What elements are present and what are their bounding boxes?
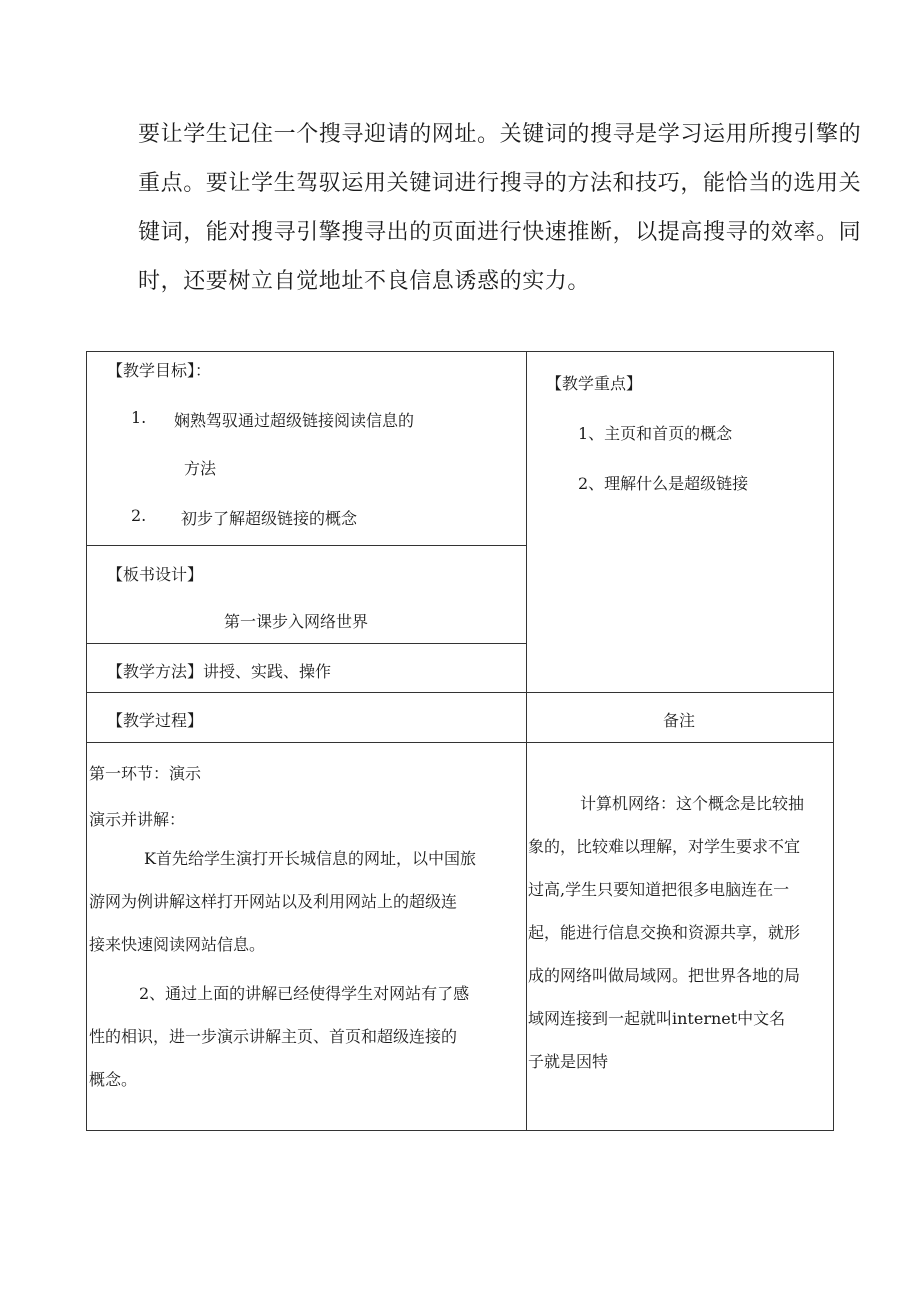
notes-line: 象的，比较难以理解，对学生要求不宜 — [528, 837, 801, 856]
process-line: 概念。 — [89, 1070, 138, 1089]
intro-line: 要让学生记住一个搜寻迎请的网址。关键词的搜寻是学习运用所搜引擎的 — [138, 122, 862, 147]
objectives-item1-number: 1. — [131, 408, 147, 427]
notes-heading-cell — [526, 692, 834, 743]
intro-paragraph — [138, 110, 862, 306]
notes-line: 计算机网络：这个概念是比较抽 — [580, 794, 805, 813]
notes-line: 起，能进行信息交换和资源共享，就形 — [528, 923, 801, 942]
board-design-content: 第一课步入网络世界 — [224, 612, 369, 631]
process-content-cell — [86, 742, 527, 1131]
objectives-item2-number: 2. — [131, 506, 147, 525]
teaching-method-text: 【教学方法】讲授、实践、操作 — [107, 662, 332, 681]
notes-paragraph — [528, 782, 804, 1083]
process-line: 游网为例讲解这样打开网站以及利用网站上的超级连 — [89, 892, 458, 911]
objectives-item1-text: 娴熟驾驭通过超级链接阅读信息的 — [174, 411, 415, 430]
notes-line: 子就是因特 — [528, 1052, 609, 1071]
process-heading: 【教学过程】 — [107, 711, 204, 730]
notes-line: 过高,学生只要知道把很多电脑连在一 — [528, 880, 790, 899]
process-paragraph-2 — [89, 972, 469, 1101]
objectives-item2-text: 初步了解超级链接的概念 — [181, 509, 358, 528]
teaching-method-cell — [86, 643, 527, 693]
objectives-heading: 【教学目标】： — [107, 361, 212, 380]
board-design-cell — [86, 545, 527, 644]
process-line: K首先给学生演打开长城信息的网址，以中国旅 — [144, 849, 476, 868]
process-line: 2、通过上面的讲解已经使得学生对网站有了感 — [139, 984, 470, 1003]
process-subheading: 演示并讲解： — [89, 810, 186, 829]
process-heading-cell — [86, 692, 527, 743]
objectives-item1-continuation: 方法 — [184, 459, 217, 478]
intro-line: 键词，能对搜寻引擎搜寻出的页面进行快速推断，以提高搜寻的效率。同 — [138, 220, 862, 245]
notes-line: 域网连接到一起就叫internet中文名 — [528, 1009, 786, 1028]
process-line: 性的相识，进一步演示讲解主页、首页和超级连接的 — [89, 1027, 458, 1046]
key-points-heading: 【教学重点】 — [546, 374, 643, 393]
notes-heading: 备注 — [663, 711, 696, 730]
process-stage: 第一环节：演示 — [89, 764, 202, 783]
objectives-cell — [86, 351, 527, 546]
process-paragraph-1 — [89, 837, 476, 966]
key-point-item: 2、理解什么是超级链接 — [578, 474, 749, 493]
intro-line: 时，还要树立自觉地址不良信息诱惑的实力。 — [138, 269, 591, 294]
process-line: 接来快速阅读网站信息。 — [89, 935, 266, 954]
key-point-item: 1、主页和首页的概念 — [578, 424, 733, 443]
notes-line: 成的网络叫做局域网。把世界各地的局 — [528, 966, 801, 985]
intro-line: 重点。要让学生驾驭运用关键词进行搜寻的方法和技巧，能恰当的选用关 — [138, 171, 862, 196]
board-design-heading: 【板书设计】 — [107, 565, 204, 584]
key-points-cell — [526, 351, 834, 693]
notes-content-cell — [526, 742, 834, 1131]
